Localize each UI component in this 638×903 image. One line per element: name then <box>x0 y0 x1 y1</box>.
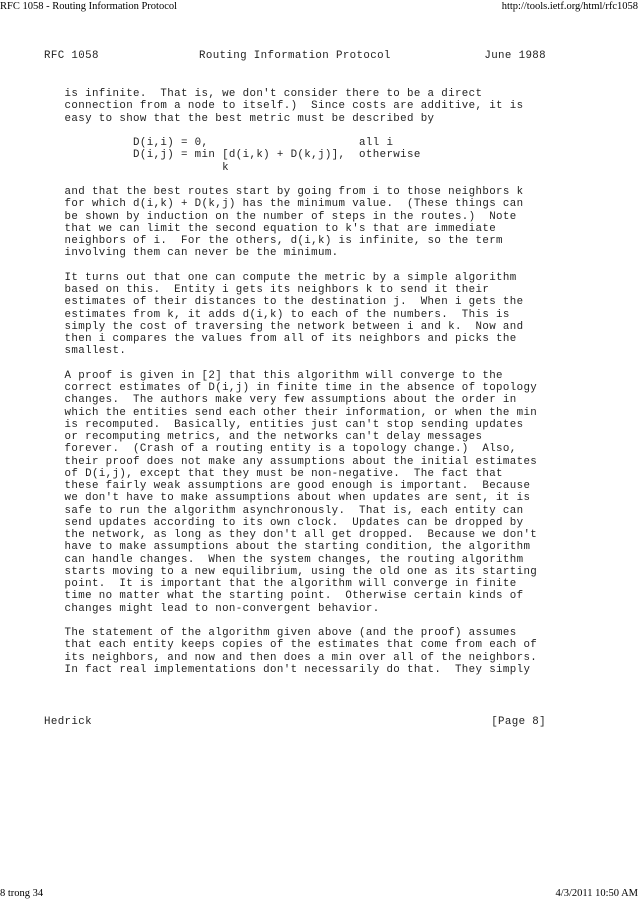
rfc-author: Hedrick <box>44 716 92 728</box>
rfc-running-footer <box>44 716 546 730</box>
browser-page-url: http://tools.ietf.org/html/rfc1058 <box>501 1 638 12</box>
browser-page-count: 8 trong 34 <box>0 888 44 899</box>
rfc-page-number: [Page 8] <box>491 716 546 728</box>
rfc-date: June 1988 <box>484 50 546 62</box>
rfc-number: RFC 1058 <box>44 50 99 62</box>
rfc-running-header <box>44 50 546 64</box>
browser-print-timestamp: 4/3/2011 10:50 AM <box>555 888 638 899</box>
rfc-body-text: is infinite. That is, we don't consider there to be a direct connection from a node to itself.) Since costs are additive, it is easy to show that the best metric must be described by D(i,i) = 0, all i D(i,j) = min [d(i,k) + D(k,j)], otherwise k and that the best routes start by going from i to those neighbors k for which d(i,k) + D(k,j) has the minimum value. (These things can be shown by induction on the number of steps in the routes.) Note that we can limit the second equation to k's that are immediate neighbors of i. For the others, d(i,k) is infinite, so the term involving them can never be the minimum. It turns out that one can compute the metric by a simple algorithm based on this. Entity i gets its neighbors k to send it their estimates of their distances to the destination j. When i gets the estimates from k, it adds d(i,k) to each of the numbers. This is simply the cost of traversing the network between i and k. Now and then i compares the values from all of its neighbors and picks the smallest. A proof is given in [2] that this algorithm will converge to the correct estimates of D(i,j) in finite time in the absence of topology changes. The authors make very few assumptions about the order in which the entities send each other their information, or when the min is recomputed. Basically, entities just can't stop sending updates or recomputing metrics, and the networks can't delay messages forever. (Crash of a routing entity is a topology change.) Also, their proof does not make any assumptions about the initial estimates of D(i,j), except that they must be non-negative. The fact that these fairly weak assumptions are good enough is important. Because we don't have to make assumptions about when updates are sent, it is safe to run the algorithm asynchronously. That is, each entity can send updates according to its own clock. Updates can be dropped by the network, as long as they don't all get dropped. Because we don't have to make assumptions about the starting condition, the algorithm can handle changes. When the system changes, the routing algorithm starts moving to a new equilibrium, using the old one as its starting point. It is important that the algorithm will converge in finite time no matter what the starting point. Otherwise certain kinds of changes might lead to non-convergent behavior. The statement of the algorithm given above (and the proof) assumes that each entity keeps copies of the estimates that come from each of its neighbors, and now and then does a min over all of the neighbors. In fact real implementations don't necessarily do that. They simply <box>64 88 538 676</box>
browser-print-footer <box>0 887 638 901</box>
rfc-title: Routing Information Protocol <box>199 50 391 62</box>
browser-page-title: RFC 1058 - Routing Information Protocol <box>0 1 178 12</box>
